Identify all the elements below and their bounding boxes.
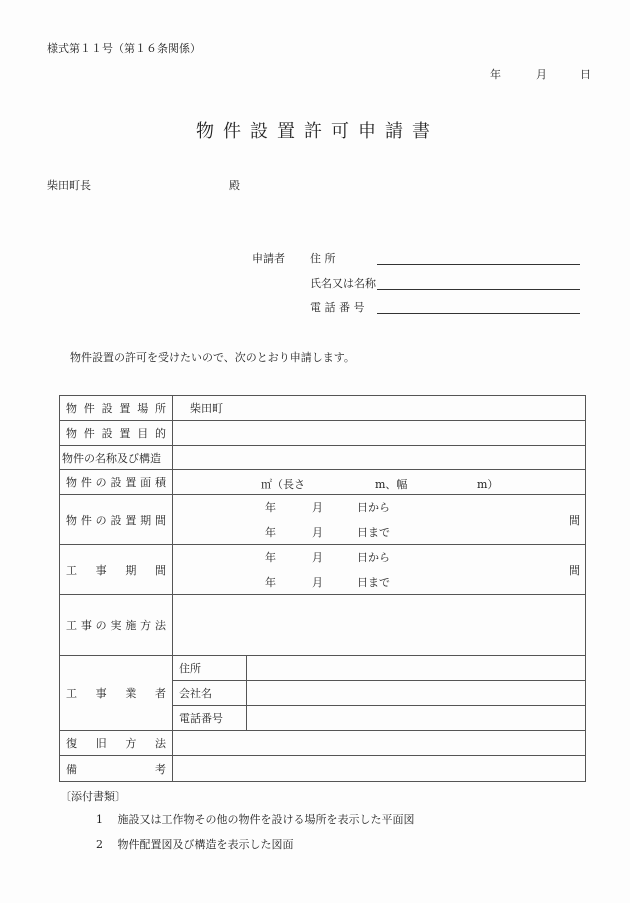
date-year-label: 年 — [490, 68, 501, 81]
label-char: 物 — [66, 402, 77, 415]
install-to-year: 年 — [265, 526, 276, 539]
label-char: 号 — [353, 301, 365, 314]
label-char: 設 — [110, 513, 122, 527]
applicant-label: 申請者 — [252, 252, 285, 265]
value-work-method[interactable] — [173, 595, 586, 656]
value-name-structure[interactable] — [173, 446, 586, 470]
label-name-structure — [60, 446, 173, 470]
label-char: 期 — [125, 563, 137, 577]
value-area[interactable] — [173, 470, 586, 495]
label-char: 間 — [154, 513, 166, 527]
applicant-address-input[interactable] — [377, 252, 580, 265]
label-char: 法 — [154, 619, 166, 632]
label-char: 件 — [83, 427, 95, 440]
honorific: 殿 — [229, 179, 240, 192]
label-remarks — [60, 756, 173, 782]
label-char: 件 — [80, 476, 92, 489]
area-sqm-unit: ㎡（長さ — [261, 478, 305, 491]
date-month-label: 月 — [536, 68, 547, 81]
label-restoration — [60, 731, 173, 756]
label-char: 業 — [125, 687, 137, 700]
label-char: の — [95, 619, 107, 632]
value-restoration[interactable] — [173, 731, 586, 756]
area-length-unit: m、幅 — [375, 478, 408, 491]
addressee: 柴田町長 — [47, 179, 91, 192]
label-char: 話 — [324, 301, 336, 314]
label-char: 場 — [137, 402, 149, 415]
label-location — [60, 396, 173, 421]
install-duration-unit: 間 — [569, 513, 580, 527]
value-work-period[interactable] — [173, 545, 586, 595]
attachment-text: 物件配置図及び構造を表示した図面 — [117, 838, 294, 851]
contractor-address-value[interactable] — [247, 656, 586, 681]
label-char: 置 — [125, 476, 137, 489]
label-char: 所 — [154, 402, 166, 415]
location-value: 柴田町 — [190, 402, 223, 415]
install-from-year: 年 — [265, 501, 276, 514]
contractor-company-label: 会社名 — [173, 681, 247, 706]
value-location[interactable] — [173, 396, 586, 421]
label-contractor — [60, 656, 173, 731]
label-char: 面 — [140, 476, 152, 489]
label-char: 物件の名称及び構造 — [62, 451, 161, 465]
label-char: 番 — [339, 301, 350, 314]
label-char: 設 — [110, 476, 122, 489]
attachment-number: 2 — [96, 838, 103, 851]
row-contractor-address — [60, 656, 586, 681]
contractor-phone-value[interactable] — [247, 706, 586, 731]
label-char: 法 — [154, 737, 166, 750]
label-char: 工 — [66, 619, 77, 632]
row-remarks — [60, 756, 586, 782]
row-install-period — [60, 495, 586, 545]
row-area — [60, 470, 586, 495]
attachment-item — [96, 811, 415, 827]
contractor-address-label: 住所 — [173, 656, 247, 681]
label-char: 工 — [66, 687, 77, 700]
label-char: の — [95, 476, 107, 489]
label-char: 事 — [95, 563, 107, 577]
page-title: 物件設置許可申請書 — [196, 121, 439, 142]
label-char: 考 — [155, 762, 166, 776]
label-char: 設 — [101, 402, 113, 415]
attachment-number: 1 — [96, 813, 103, 826]
work-to-year: 年 — [265, 576, 276, 589]
label-char: 備 — [66, 762, 77, 776]
row-name-structure — [60, 446, 586, 470]
label-area — [60, 470, 173, 495]
label-char: 件 — [80, 513, 92, 527]
application-table — [59, 395, 586, 782]
value-remarks[interactable] — [173, 756, 586, 782]
install-to-day: 日まで — [357, 526, 390, 539]
label-char: 工 — [66, 563, 77, 577]
applicant-name-input[interactable] — [377, 277, 580, 290]
intro-text: 物件設置の許可を受けたいので、次のとおり申請します。 — [70, 351, 355, 364]
work-duration-unit: 間 — [569, 563, 580, 577]
applicant-address-field — [310, 250, 580, 266]
label-char: 置 — [119, 427, 131, 440]
label-char: 実 — [110, 619, 122, 632]
label-char: 施 — [125, 619, 137, 632]
date-day-label: 日 — [580, 68, 591, 81]
applicant-phone-label — [310, 299, 377, 315]
label-char: 旧 — [95, 737, 107, 750]
row-work-method — [60, 595, 586, 656]
work-to-month: 月 — [312, 576, 323, 589]
label-char: 復 — [66, 737, 77, 750]
applicant-phone-field — [310, 299, 580, 315]
contractor-phone-label: 電話番号 — [173, 706, 247, 731]
label-char: 期 — [140, 513, 152, 527]
value-install-period[interactable] — [173, 495, 586, 545]
work-from-month: 月 — [312, 551, 323, 564]
label-char: 所 — [324, 252, 336, 265]
install-to-month: 月 — [312, 526, 323, 539]
work-from-year: 年 — [265, 551, 276, 564]
label-char: の — [95, 513, 107, 527]
applicant-name-field — [310, 275, 580, 291]
attachment-item — [96, 836, 294, 852]
row-restoration — [60, 731, 586, 756]
label-char: 間 — [154, 563, 166, 577]
form-number: 様式第１１号（第１６条関係） — [47, 42, 201, 55]
label-char: 電 — [310, 301, 321, 314]
area-width-unit: m） — [477, 478, 499, 491]
label-char: 的 — [154, 427, 166, 440]
label-char: 方 — [125, 737, 137, 750]
attachments-heading: 〔添付書類〕 — [60, 790, 126, 803]
label-char: 置 — [125, 513, 137, 527]
applicant-phone-input[interactable] — [377, 301, 580, 314]
label-install-period — [60, 495, 173, 545]
label-char: 設 — [101, 427, 113, 440]
label-work-method — [60, 595, 173, 656]
label-char: 住 — [310, 252, 321, 265]
contractor-company-value[interactable] — [247, 681, 586, 706]
label-char: 置 — [119, 402, 131, 415]
label-char: 目 — [137, 427, 149, 440]
label-char: 積 — [154, 476, 166, 489]
label-char: 方 — [140, 619, 152, 632]
label-char: 者 — [154, 687, 166, 700]
work-from-day: 日から — [357, 551, 390, 564]
label-purpose — [60, 421, 173, 446]
install-from-month: 月 — [312, 501, 323, 514]
label-char: 件 — [83, 402, 95, 415]
row-location — [60, 396, 586, 421]
value-purpose[interactable] — [173, 421, 586, 446]
applicant-address-label — [310, 250, 377, 266]
label-char: 事 — [80, 619, 92, 632]
install-from-day: 日から — [357, 501, 390, 514]
label-char: 物 — [66, 513, 77, 527]
label-char: 物 — [66, 476, 77, 489]
label-char: 物 — [66, 427, 77, 440]
attachment-text: 施設又は工作物その他の物件を設ける場所を表示した平面図 — [117, 813, 415, 826]
row-purpose — [60, 421, 586, 446]
row-work-period — [60, 545, 586, 595]
label-work-period — [60, 545, 173, 595]
label-char: 事 — [95, 687, 107, 700]
applicant-name-label: 氏名又は名称 — [310, 277, 376, 290]
work-to-day: 日まで — [357, 576, 390, 589]
